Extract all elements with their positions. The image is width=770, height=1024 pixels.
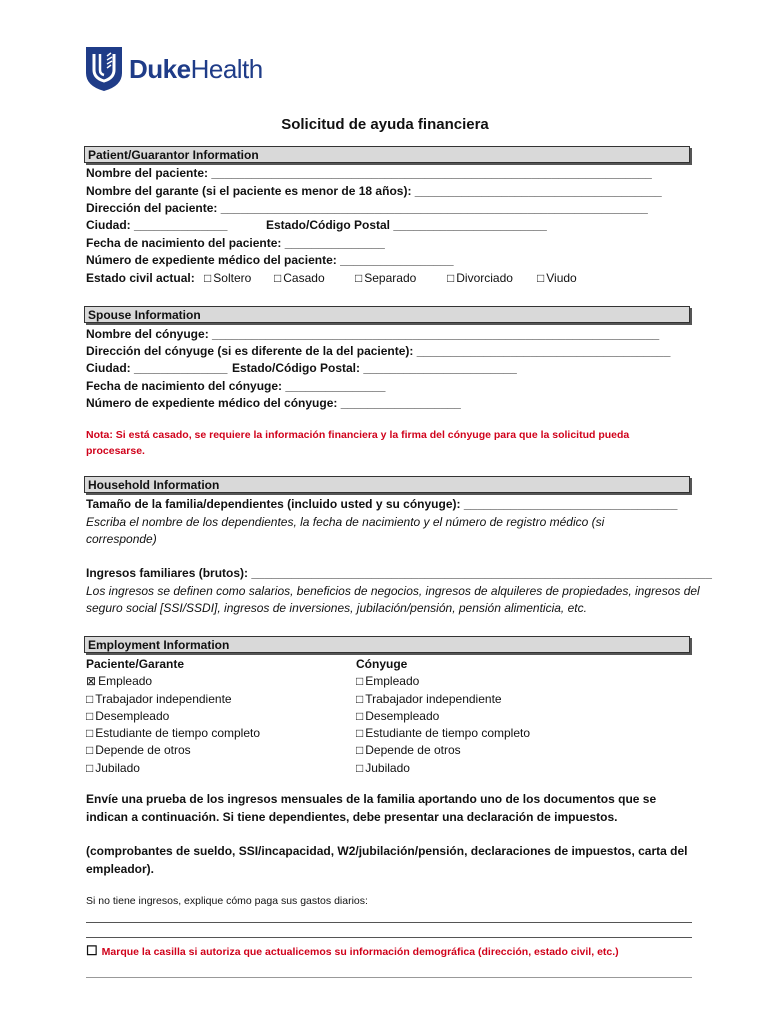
checkbox-icon: □	[356, 760, 364, 775]
patient-city-field[interactable]: Ciudad: ______________	[86, 218, 228, 232]
spouse-employment-column	[356, 656, 530, 777]
authorize-checkbox-icon[interactable]: ☐	[86, 943, 98, 958]
no-income-line-2[interactable]	[86, 937, 692, 938]
checkbox-icon: □	[356, 726, 364, 741]
section-employment-header: Employment Information	[84, 636, 690, 653]
patient-name-field[interactable]: Nombre del paciente: __________________________________________________________________	[86, 166, 652, 180]
checkbox-icon: □	[356, 674, 364, 689]
spouse-employment-option[interactable]: □ Estudiante de tiempo completo	[356, 726, 531, 741]
marital-status-label: Estado civil actual:	[86, 271, 195, 285]
family-size-hint: Escriba el nombre de los dependientes, la fecha de nacimiento y el número de registro médico (si corresponde)	[86, 515, 605, 546]
spouse-name-field[interactable]: Nombre del cónyuge: ___________________________________________________________________	[86, 327, 660, 341]
patient-employment-heading: Paciente/Garante	[86, 657, 185, 671]
spouse-dob-field[interactable]: Fecha de nacimiento del cónyuge: _______________	[86, 379, 386, 393]
marital-option-viudo[interactable]: □ Viudo	[537, 271, 577, 285]
checkbox-icon: □	[86, 743, 94, 758]
checkbox-icon: □	[86, 726, 94, 741]
patient-state-zip-field[interactable]: Estado/Código Postal _______________________	[266, 218, 547, 232]
patient-mrn-field[interactable]: Número de expediente médico del paciente: _________________	[86, 253, 454, 267]
spouse-employment-option[interactable]: □ Jubilado	[356, 760, 410, 775]
spouse-address-field[interactable]: Dirección del cónyuge (si es diferente de la del paciente): ______________________________________	[86, 344, 671, 358]
patient-address-field[interactable]: Dirección del paciente: ________________________________________________________________	[86, 201, 648, 215]
guarantor-name-field[interactable]: Nombre del garante (si el paciente es menor de 18 años): _____________________________________	[86, 184, 662, 198]
marital-option-soltero[interactable]: □ Soltero	[204, 271, 252, 285]
family-income-field[interactable]: Ingresos familiares (brutos): _____________________________________________________________________	[86, 566, 712, 580]
proof-documents: (comprobantes de sueldo, SSI/incapacidad, W2/jubilación/pensión, declaraciones de impuestos, carta del empleador).	[86, 844, 688, 876]
spouse-employment-option[interactable]: □ Trabajador independiente	[356, 691, 502, 706]
patient-employment-option[interactable]: □ Jubilado	[86, 760, 140, 775]
checkbox-icon: □	[356, 743, 364, 758]
proof-instructions: Envíe una prueba de los ingresos mensuales de la familia aportando uno de los documentos que se indican a continuación. Si tiene dependientes, debe presentar una declaración de impuestos.	[86, 792, 657, 824]
spouse-city-field[interactable]: Ciudad: ______________	[86, 361, 228, 375]
checkbox-icon: □	[356, 691, 364, 706]
checkbox-icon: □	[204, 271, 212, 285]
section-spouse-header: Spouse Information	[84, 306, 690, 323]
patient-employment-column	[86, 656, 260, 777]
spouse-employment-option[interactable]: □ Empleado	[356, 674, 420, 689]
marital-status-row	[86, 271, 577, 285]
checkbox-icon: □	[447, 271, 455, 285]
checkbox-icon: □	[274, 271, 282, 285]
spouse-note: Nota: Si está casado, se requiere la información financiera y la firma del cónyuge para que la solicitud pueda procesarse.	[86, 429, 630, 457]
family-size-field[interactable]: Tamaño de la familia/dependientes (incluido usted y su cónyuge): ________________________________	[86, 497, 678, 511]
patient-employment-option[interactable]: □ Estudiante de tiempo completo	[86, 726, 261, 741]
duke-health-logo	[85, 46, 263, 92]
checkbox-icon: □	[355, 271, 363, 285]
section-patient-header: Patient/Guarantor Information	[84, 146, 690, 163]
patient-dob-field[interactable]: Fecha de nacimiento del paciente: _______________	[86, 236, 385, 250]
footer-divider	[86, 977, 692, 978]
checkbox-icon: □	[537, 271, 545, 285]
spouse-state-zip-field[interactable]: Estado/Código Postal: _______________________	[232, 361, 517, 375]
checkbox-icon: □	[86, 691, 94, 706]
section-household-header: Household Information	[84, 476, 690, 493]
patient-employment-option[interactable]: □ Trabajador independiente	[86, 691, 232, 706]
spouse-employment-option[interactable]: □ Desempleado	[356, 708, 440, 723]
marital-option-separado[interactable]: □ Separado	[355, 271, 417, 285]
spouse-employment-option[interactable]: □ Depende de otros	[356, 743, 461, 758]
logo-wordmark: DukeHealth	[129, 53, 263, 84]
checkbox-icon: □	[86, 760, 94, 775]
spouse-employment-heading: Cónyuge	[356, 657, 408, 671]
patient-employment-option[interactable]: □ Desempleado	[86, 708, 170, 723]
marital-option-casado[interactable]: □ Casado	[274, 271, 325, 285]
family-income-hint: Los ingresos se definen como salarios, beneficios de negocios, ingresos de alquileres de propiedades, ingresos del seguro social [SSI/SSDI], ingresos de inversiones, jubilación/pensión, pensión alimenticia, etc.	[86, 584, 700, 615]
patient-employment-option[interactable]: □ Depende de otros	[86, 743, 191, 758]
patient-employment-option[interactable]: ⊠ Empleado	[86, 674, 153, 689]
checkbox-icon: □	[356, 708, 364, 723]
page-title: Solicitud de ayuda financiera	[281, 116, 489, 133]
checked-checkbox-icon: ⊠	[86, 674, 97, 689]
spouse-mrn-field[interactable]: Número de expediente médico del cónyuge: __________________	[86, 396, 461, 410]
checkbox-icon: □	[86, 708, 94, 723]
duke-shield-icon	[85, 46, 123, 92]
marital-option-divorciado[interactable]: □ Divorciado	[447, 271, 513, 285]
no-income-line-1[interactable]	[86, 922, 692, 923]
authorize-update-row[interactable]: ☐ Marque la casilla si autoriza que actualicemos su información demográfica (dirección, estado civil, etc.)	[86, 943, 619, 958]
no-income-prompt: Si no tiene ingresos, explique cómo paga sus gastos diarios:	[86, 895, 368, 907]
